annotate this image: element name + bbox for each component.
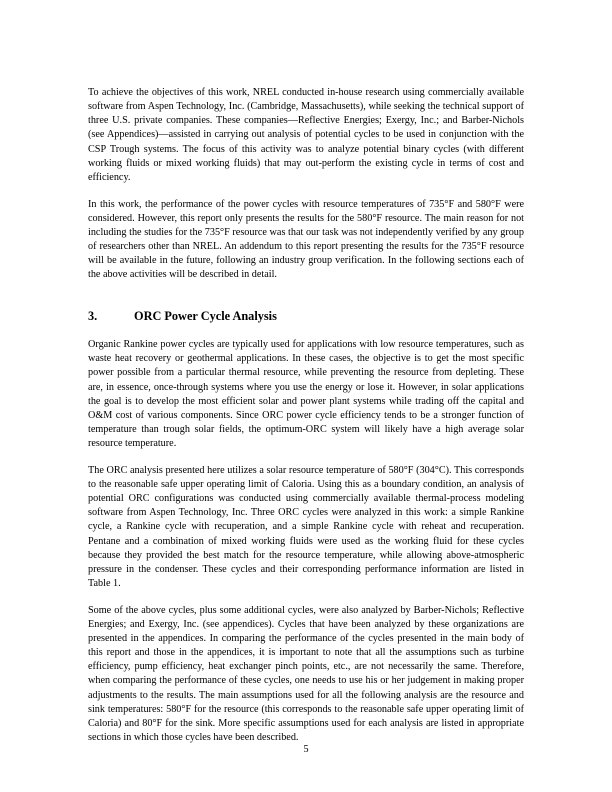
paragraph-orc-analysis-method: The ORC analysis presented here utilizes a solar resource temperature of 580°F (304°C). This corresponds to the reasonable safe upper operating limit of Caloria. Using this as a boundary condition, an analysis of potential ORC configurations was conducted using commercially available thermal-process modeling software from Aspen Technology, Inc. Three ORC cycles were analyzed in this work: a simple Rankine cycle, a Rankine cycle with recuperation, and a simple Rankine cycle with reheat and recuperation. Pentane and a combination of mixed working fluids were used as the working fluid for these cycles because they provided the best match for the resource temperature, while allowing above-atmospheric pressure in the condenser. These cycles and their corresponding performance information are listed in Table 1. — [88, 464, 524, 590]
section-heading-orc-power-cycle-analysis — [88, 309, 524, 324]
paragraph-intro-objectives: To achieve the objectives of this work, NREL conducted in-house research using commercially available software from Aspen Technology, Inc. (Cambridge, Massachusetts), while seeking the technical support of three U.S. private companies. These companies—Reflective Energies; Exergy, Inc.; and Barber-Nichols (see Appendices)—assisted in carrying out analysis of potential cycles to be used in conjunction with the CSP Trough systems. The focus of this activity was to analyze potential binary cycles (with different working fluids or mixed working fluids) that may out-perform the existing cycle in terms of cost and efficiency. — [88, 87, 524, 183]
page-number: 5 — [303, 744, 309, 755]
paragraph-organic-rankine-overview: Organic Rankine power cycles are typically used for applications with low resource temperatures, such as waste heat recovery or geothermal applications. In these cases, the objective is to get the most specific power possible from a particular thermal resource, while preventing the resource from depleting. These are, in essence, once-through systems where you use the energy or lose it. However, in solar applications the goal is to develop the most efficient solar and power plant systems while trading off the capital and O&M cost of various components. Since ORC power cycle efficiency tends to be a stronger function of temperature than trough solar fields, the optimum-ORC system will likely have a high average solar resource temperature. — [88, 339, 524, 450]
heading-spacer — [88, 295, 524, 300]
section-number: 3. — [88, 309, 98, 324]
paragraph-additional-cycles-assumptions: Some of the above cycles, plus some additional cycles, were also analyzed by Barber-Nichols; Reflective Energies; and Exergy, Inc. (see appendices). Cycles that have been analyzed by these organizations are presented in the appendices. In comparing the performance of the cycles presented in the main body of this report and those in the appendices, it is important to note that all the assumptions such as turbine efficiency, pump efficiency, heat exchanger pinch points, etc., are not necessarily the same. Therefore, when comparing the performance of these cycles, one needs to use his or her judgement in making proper adjustments to the results. The main assumptions used for all the following analysis are the resource and sink temperatures: 580°F for the resource (this corresponds to the reasonable safe upper operating limit of Caloria) and 80°F for the sink. More specific assumptions used for each analysis are listed in appropriate sections in which those cycles have been described. — [88, 604, 524, 744]
page-content — [88, 86, 524, 758]
section-title: ORC Power Cycle Analysis — [134, 309, 277, 324]
paragraph-resource-temperatures: In this work, the performance of the power cycles with resource temperatures of 735°F and 580°F were considered. However, this report only presents the results for the 580°F resource. The main reason for not including the studies for the 735°F resource was that our task was not independently verified by any group of researchers other than NREL. An addendum to this report presenting the results for the 735°F resource will be available in the future, following an industry group verification. In the following sections each of the above activities will be described in detail. — [88, 198, 524, 281]
